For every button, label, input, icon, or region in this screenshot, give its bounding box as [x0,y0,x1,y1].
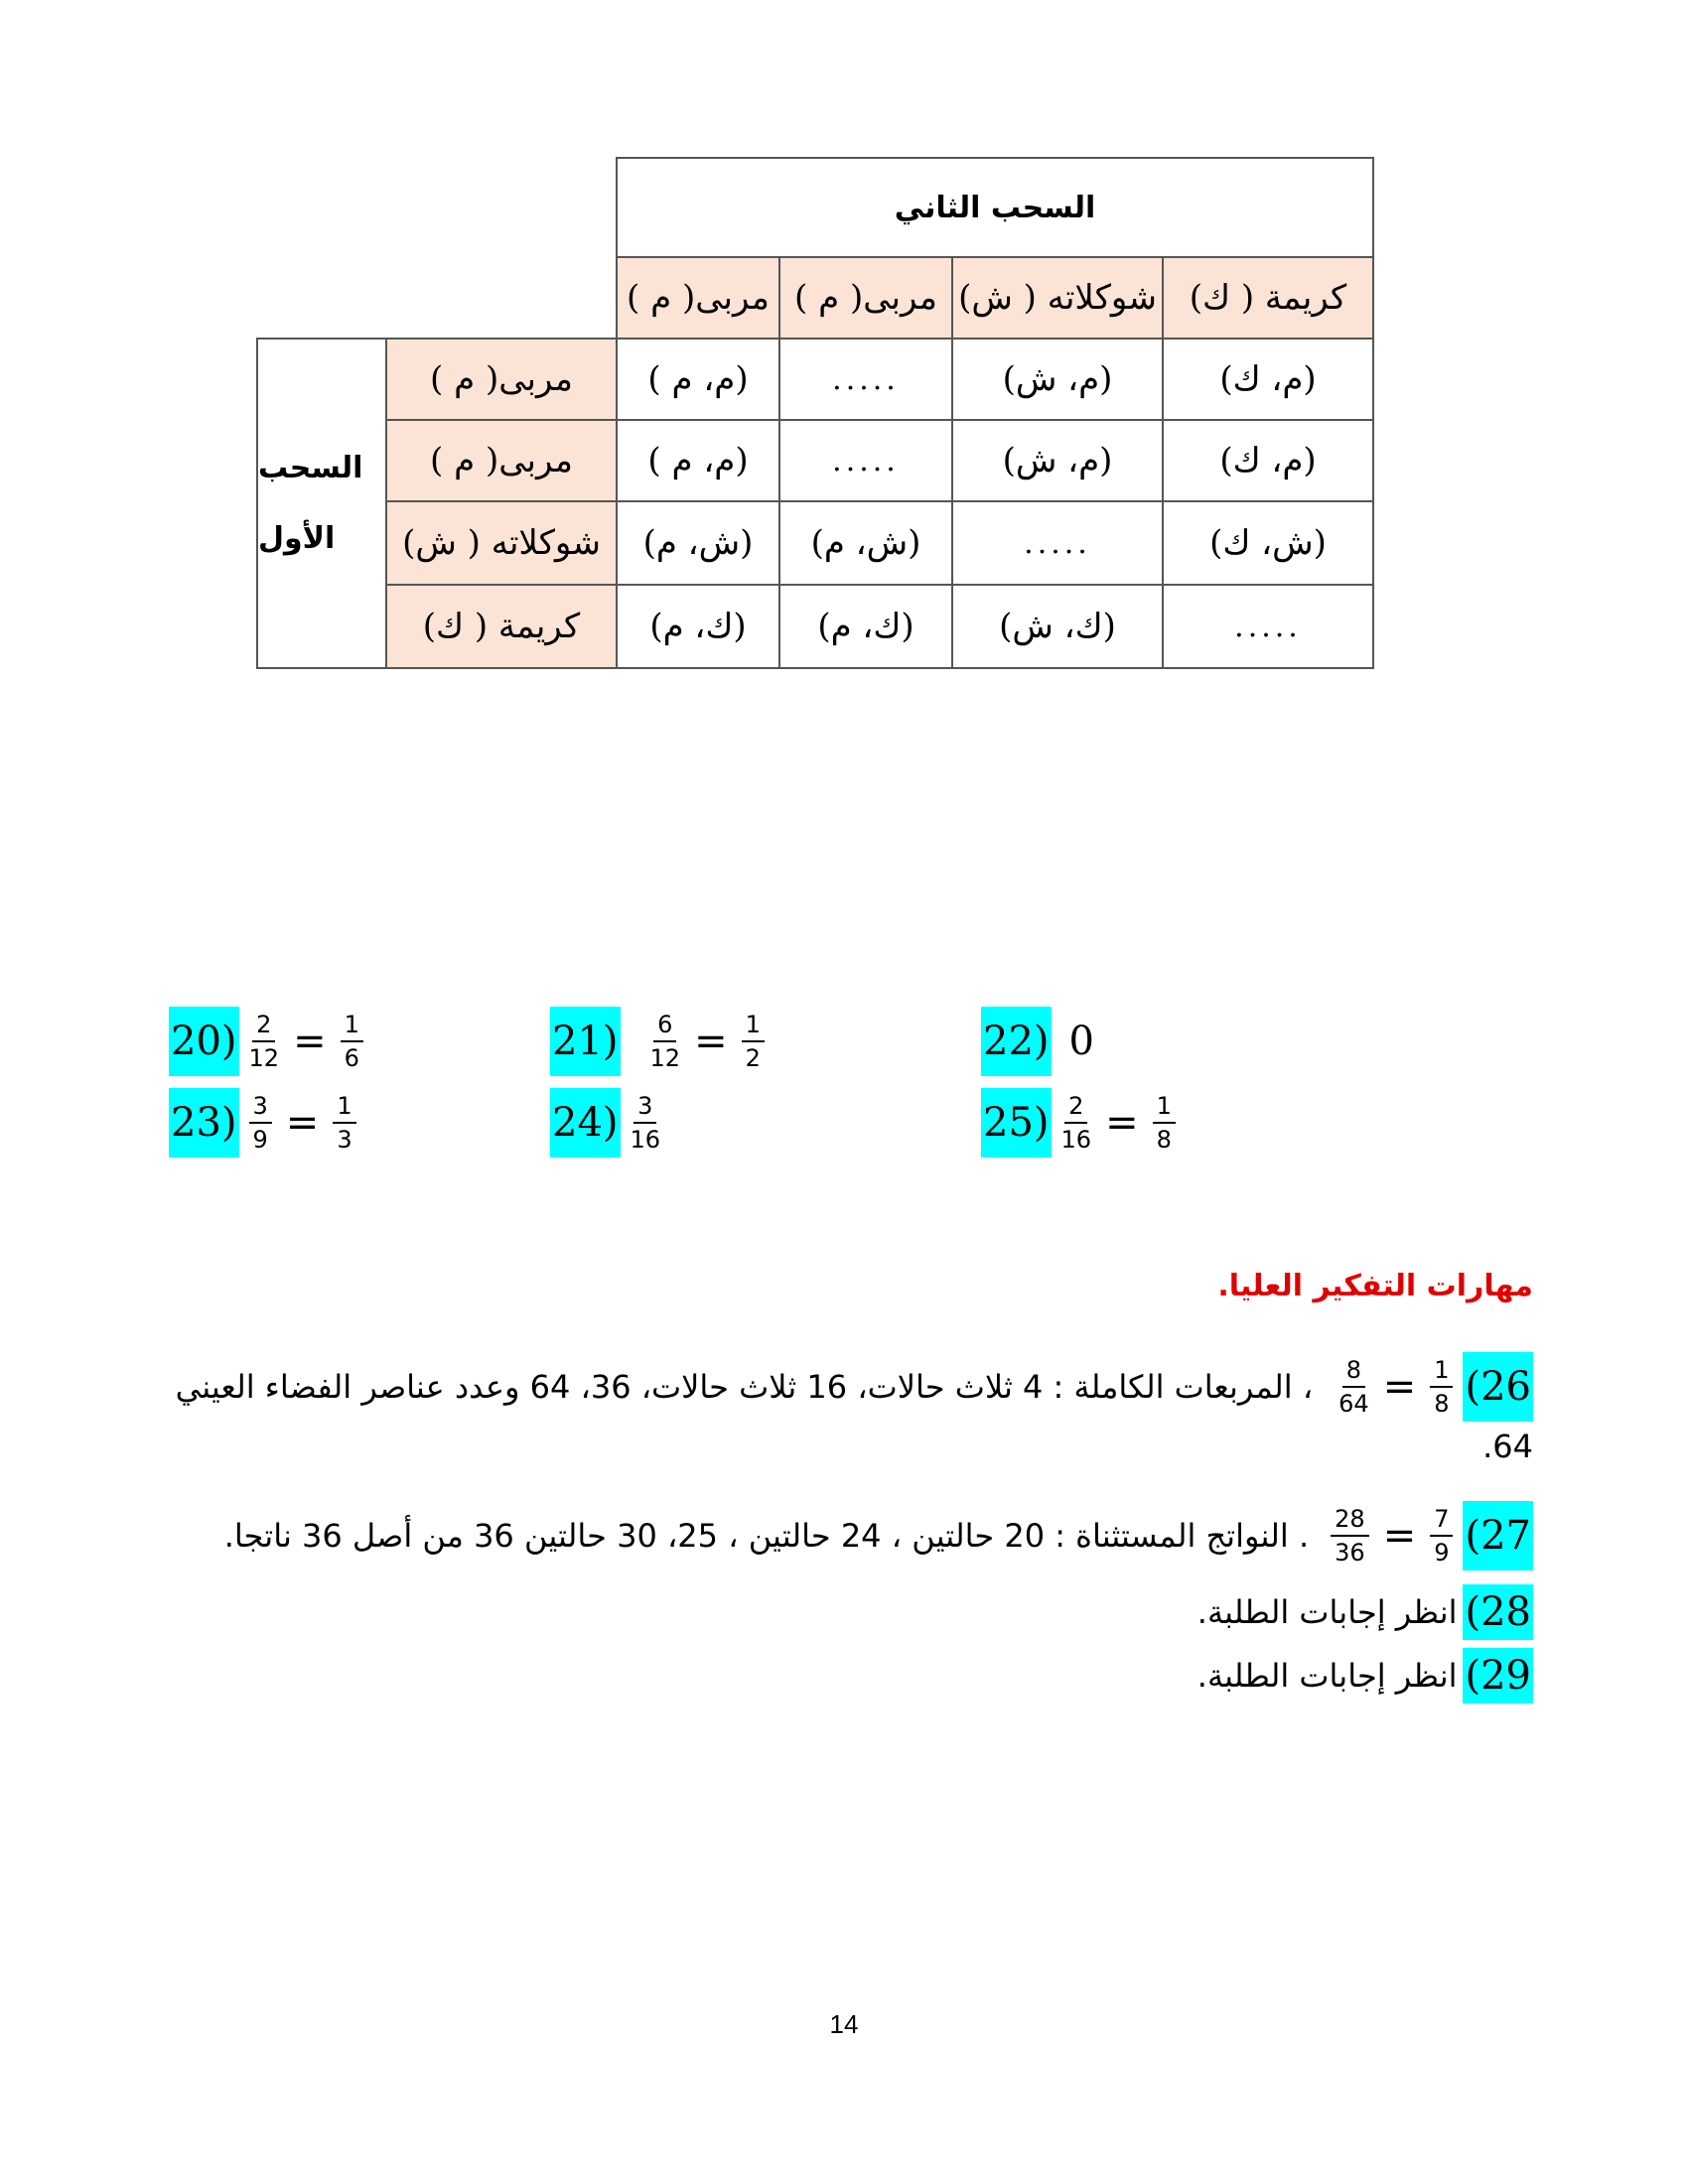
answer-number: 23) [169,1088,239,1158]
fraction: $\frac{1}{6}$ [341,1013,363,1070]
table-cell: (م، ك) [1162,338,1374,421]
fraction: $\frac{1}{3}$ [333,1094,355,1152]
table-cell: (م، ش) [951,338,1164,421]
answer-number: 21) [550,1007,621,1076]
column-header: شوكلاته ( ش) [951,256,1164,340]
table-cell: (م، ش) [951,419,1164,502]
page-number: 14 [829,2009,859,2039]
row-label: مربى( م ) [385,419,618,502]
equals-sign: = [293,1019,327,1064]
column-header: مربى( م ) [616,256,780,340]
second-draw-title: السحب الثاني [616,157,1374,258]
table-cell: (ك، م) [778,584,953,669]
fraction: $\frac{1}{8}$ [1153,1094,1176,1152]
table-cell: (ش، م) [778,500,953,586]
item-number: (29 [1463,1648,1533,1704]
item-text: انظر إجابات الطلبة. [1196,1657,1458,1695]
answer-21 [550,1007,774,1076]
answer-25 [981,1088,1186,1158]
item-29 [1197,1648,1533,1704]
table-cell: ..... [951,500,1164,586]
answer-23 [169,1088,366,1158]
table-cell: ..... [778,419,953,502]
fraction: $\frac{8}{64}$ [1338,1356,1369,1418]
item-text: ، المربعات الكاملة : 4 ثلاث حالات، 16 ثلاث حالات، 36، 64 وعدد عناصر الفضاء العيني [175,1368,1314,1406]
fraction: $\frac{7}{9}$ [1430,1507,1453,1565]
first-draw-title-line1: السحب [258,451,363,485]
column-header: مربى( م ) [778,256,953,340]
answer-number: 24) [550,1088,621,1158]
section-heading: مهارات التفكير العليا. [1217,1269,1533,1303]
fraction: $\frac{1}{2}$ [742,1013,765,1070]
answer-number: 20) [169,1007,239,1076]
draws-table [0,0,1688,695]
fraction: $\frac{1}{8}$ [1430,1358,1453,1416]
table-cell: (ك، م) [616,584,780,669]
table-cell: (ش، م) [616,500,780,586]
answer-22 [981,1007,1094,1076]
table-cell: (م، م ) [616,419,780,502]
equals-sign: = [1382,1513,1417,1559]
first-draw-title [256,338,387,669]
item-text: . النواتج المستثناة : 20 حالتين ، 24 حالتين ، 25، 30 حالتين 36 من أصل 36 ناتجا. [223,1517,1310,1555]
fraction: $\frac{3}{9}$ [249,1094,272,1152]
item-28 [1197,1584,1533,1640]
table-cell: (م، م ) [616,338,780,421]
fraction: $\frac{3}{16}$ [630,1092,661,1154]
item-27 [224,1501,1533,1570]
item-number: (26 [1463,1352,1533,1422]
answer-24 [550,1088,670,1158]
answer-number: 25) [981,1088,1052,1158]
equals-sign: = [694,1019,728,1064]
fraction: $\frac{28}{36}$ [1331,1507,1369,1565]
fraction: $\frac{6}{12}$ [649,1011,681,1072]
item-text: انظر إجابات الطلبة. [1196,1593,1458,1631]
table-cell: (ك، ش) [951,584,1164,669]
table-cell: (ش، ك) [1162,500,1374,586]
equals-sign: = [1382,1364,1417,1410]
table-cell: ..... [778,338,953,421]
column-header: كريمة ( ك) [1162,256,1374,340]
table-cell: (م، ك) [1162,419,1374,502]
fraction: $\frac{2}{16}$ [1060,1092,1092,1154]
item-number: (28 [1463,1584,1533,1640]
row-label: شوكلاته ( ش) [385,500,618,586]
item-26-continuation: 64. [1482,1428,1533,1465]
row-label: مربى( م ) [385,338,618,421]
fraction: $\frac{2}{12}$ [248,1011,280,1072]
item-number: (27 [1463,1501,1533,1570]
equals-sign: = [1105,1100,1139,1146]
table-cell: ..... [1162,584,1374,669]
answer-20 [169,1007,373,1076]
item-26 [176,1352,1533,1422]
row-label: كريمة ( ك) [385,584,618,669]
first-draw-title-line2: الأول [258,521,336,556]
equals-sign: = [285,1100,320,1146]
answer-value: 0 [1068,1019,1094,1064]
answer-number: 22) [981,1007,1052,1076]
